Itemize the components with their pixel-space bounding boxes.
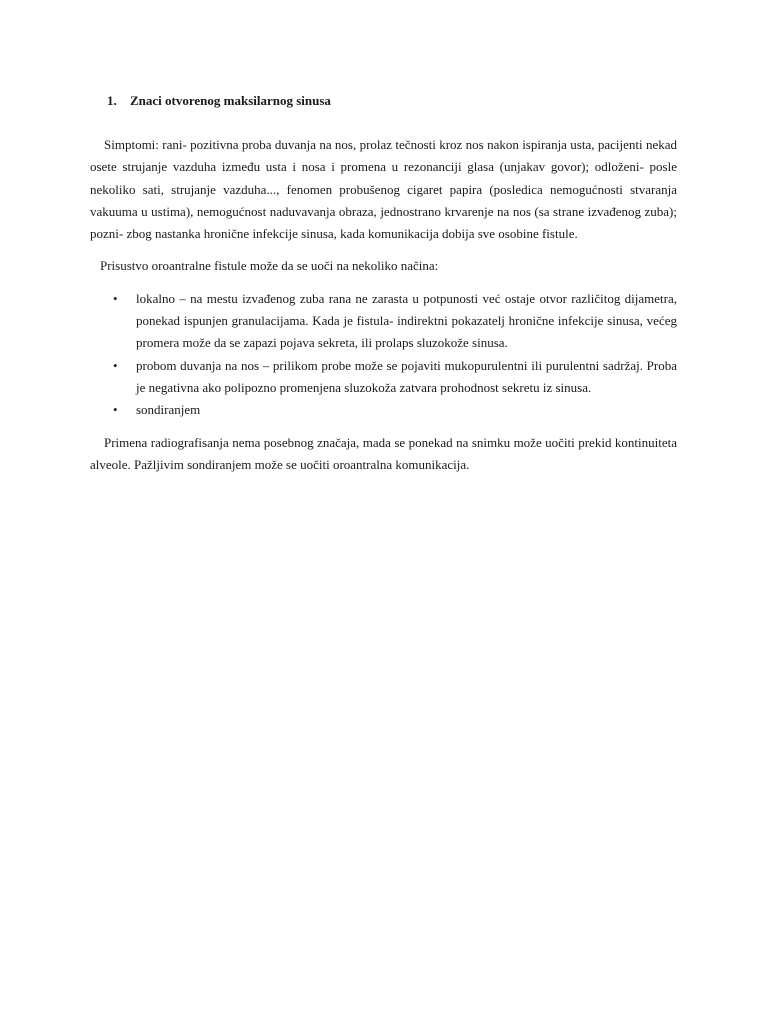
bullet-icon: • xyxy=(113,402,118,418)
section-heading xyxy=(90,88,677,114)
section-title: Znaci otvorenog maksilarnog sinusa xyxy=(130,93,331,108)
list-item-text: lokalno – na mestu izvađenog zuba rana ne zarasta u potpunosti već ostaje otvor različitog dijametra, ponekad ispunjen granulacijama. Kada je fistula- indirektni pokazatelj hronične infekcije sinusa, većeg promera može da se zapazi pojava sekreta, ili prolaps sluzokože sinusa. xyxy=(136,290,677,351)
list-item-text: probom duvanja na nos – prilikom probe može se pojaviti mukopurulentni ili purulentni sadržaj. Proba je negativna ako polipozno promenjena sluzokoža zatvara prohodnost sekretu iz sinusa. xyxy=(136,357,677,395)
list-item-text: sondiranjem xyxy=(136,402,201,418)
list-item xyxy=(90,355,677,400)
list-item xyxy=(90,399,677,421)
list-item xyxy=(90,288,677,355)
section-number: 1. xyxy=(107,93,117,108)
closing-paragraph: Primena radiografisanja nema posebnog značaja, mada se ponekad na snimku može uočiti prekid kontinuiteta alveole. Pažljivim sondiranjem može se uočiti oroantralna komunikacija. xyxy=(90,434,677,472)
detection-methods-list xyxy=(90,288,677,422)
symptoms-paragraph: Simptomi: rani- pozitivna proba duvanja na nos, prolaz tečnosti kroz nos nakon ispiranja usta, pacijenti nekad osete strujanje vazduha između usta i nosa i promena u rezonanciji glasa (unjakav govor); odloženi- posle nekoliko sati, strujanje vazduha..., fenomen probušenog cigaret papira (posledica nemogućnosti stvaranja vakuuma u ustima), nemogućnost naduvavanja obraza, jednostrano krvarenje na nos (sa strane izvađenog zuba); pozni- zbog nastanka hronične infekcije sinusa, kada komunikacija dobija sve osobine fistule. xyxy=(90,137,677,242)
bullet-icon: • xyxy=(113,290,118,306)
bullet-icon: • xyxy=(113,357,118,373)
document-content xyxy=(90,88,677,476)
intro-paragraph: Prisustvo oroantralne fistule može da se uoči na nekoliko načina: xyxy=(100,258,439,274)
